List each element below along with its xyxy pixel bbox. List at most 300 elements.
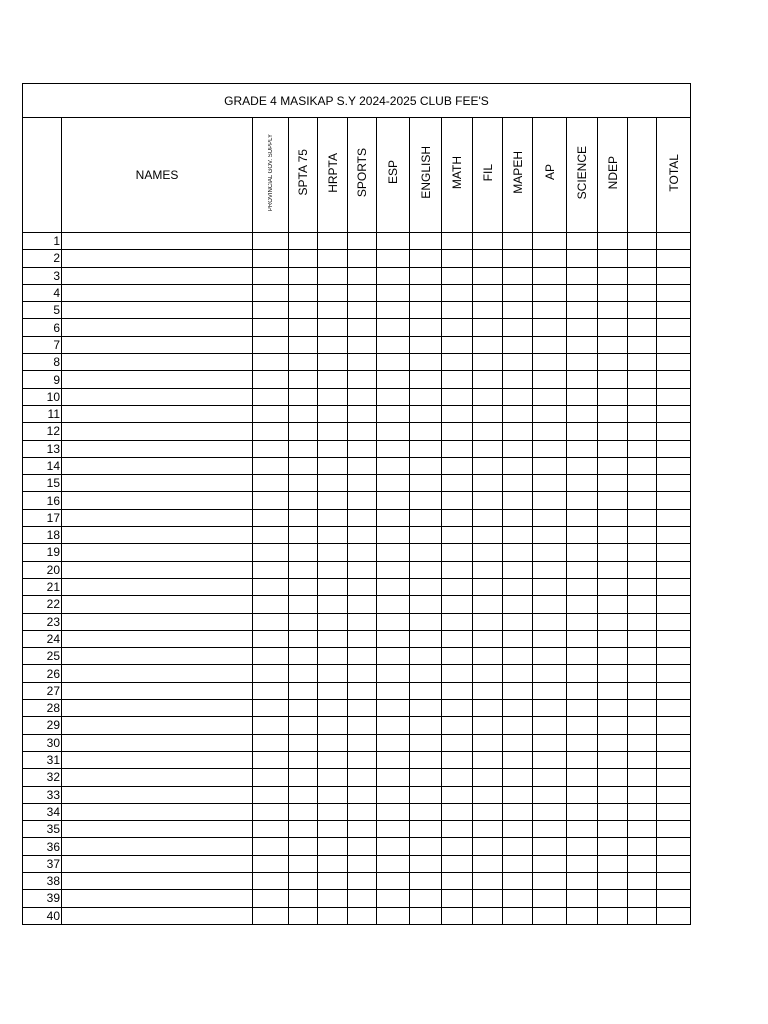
fee-cell[interactable] <box>253 544 289 561</box>
fee-cell[interactable] <box>598 544 628 561</box>
fee-cell[interactable] <box>503 613 533 630</box>
fee-cell[interactable] <box>377 250 410 267</box>
name-cell[interactable] <box>62 630 253 647</box>
fee-cell[interactable] <box>253 527 289 544</box>
fee-cell[interactable] <box>289 769 318 786</box>
fee-cell[interactable] <box>598 440 628 457</box>
fee-cell[interactable] <box>410 855 442 872</box>
fee-cell[interactable] <box>473 803 503 820</box>
fee-cell[interactable] <box>348 751 377 768</box>
fee-cell[interactable] <box>628 475 657 492</box>
fee-cell[interactable] <box>348 769 377 786</box>
fee-cell[interactable] <box>348 717 377 734</box>
fee-cell[interactable] <box>442 648 473 665</box>
fee-cell[interactable] <box>377 578 410 595</box>
name-cell[interactable] <box>62 648 253 665</box>
fee-cell[interactable] <box>253 751 289 768</box>
fee-cell[interactable] <box>598 561 628 578</box>
fee-cell[interactable] <box>410 475 442 492</box>
fee-cell[interactable] <box>567 284 598 301</box>
fee-cell[interactable] <box>289 821 318 838</box>
fee-cell[interactable] <box>253 665 289 682</box>
fee-cell[interactable] <box>442 371 473 388</box>
fee-cell[interactable] <box>289 509 318 526</box>
fee-cell[interactable] <box>567 682 598 699</box>
fee-cell[interactable] <box>253 838 289 855</box>
fee-cell[interactable] <box>533 354 567 371</box>
fee-cell[interactable] <box>377 734 410 751</box>
fee-cell[interactable] <box>318 423 348 440</box>
fee-cell[interactable] <box>442 440 473 457</box>
fee-cell[interactable] <box>289 527 318 544</box>
fee-cell[interactable] <box>377 475 410 492</box>
fee-cell[interactable] <box>473 233 503 250</box>
fee-cell[interactable] <box>473 821 503 838</box>
fee-cell[interactable] <box>318 250 348 267</box>
fee-cell[interactable] <box>533 388 567 405</box>
fee-cell[interactable] <box>567 717 598 734</box>
fee-cell[interactable] <box>533 838 567 855</box>
fee-cell[interactable] <box>598 734 628 751</box>
fee-cell[interactable] <box>410 821 442 838</box>
fee-cell[interactable] <box>628 613 657 630</box>
fee-cell[interactable] <box>503 440 533 457</box>
fee-cell[interactable] <box>473 578 503 595</box>
fee-cell[interactable] <box>377 717 410 734</box>
fee-cell[interactable] <box>533 751 567 768</box>
fee-cell[interactable] <box>253 475 289 492</box>
fee-cell[interactable] <box>348 855 377 872</box>
fee-cell[interactable] <box>410 682 442 699</box>
fee-cell[interactable] <box>442 821 473 838</box>
fee-cell[interactable] <box>503 319 533 336</box>
fee-cell[interactable] <box>442 596 473 613</box>
fee-cell[interactable] <box>598 838 628 855</box>
fee-cell[interactable] <box>503 734 533 751</box>
fee-cell[interactable] <box>657 388 691 405</box>
fee-cell[interactable] <box>348 302 377 319</box>
fee-cell[interactable] <box>598 786 628 803</box>
fee-cell[interactable] <box>503 648 533 665</box>
fee-cell[interactable] <box>473 319 503 336</box>
fee-cell[interactable] <box>598 423 628 440</box>
fee-cell[interactable] <box>598 890 628 907</box>
fee-cell[interactable] <box>318 872 348 889</box>
fee-cell[interactable] <box>503 354 533 371</box>
fee-cell[interactable] <box>289 700 318 717</box>
fee-cell[interactable] <box>348 527 377 544</box>
fee-cell[interactable] <box>442 492 473 509</box>
fee-cell[interactable] <box>567 769 598 786</box>
fee-cell[interactable] <box>567 648 598 665</box>
fee-cell[interactable] <box>473 872 503 889</box>
fee-cell[interactable] <box>442 405 473 422</box>
fee-cell[interactable] <box>289 475 318 492</box>
fee-cell[interactable] <box>657 302 691 319</box>
fee-cell[interactable] <box>567 405 598 422</box>
fee-cell[interactable] <box>473 700 503 717</box>
fee-cell[interactable] <box>318 302 348 319</box>
fee-cell[interactable] <box>442 907 473 924</box>
fee-cell[interactable] <box>598 250 628 267</box>
fee-cell[interactable] <box>377 838 410 855</box>
fee-cell[interactable] <box>348 872 377 889</box>
name-cell[interactable] <box>62 440 253 457</box>
fee-cell[interactable] <box>628 838 657 855</box>
fee-cell[interactable] <box>567 527 598 544</box>
fee-cell[interactable] <box>442 803 473 820</box>
fee-cell[interactable] <box>377 336 410 353</box>
fee-cell[interactable] <box>567 371 598 388</box>
fee-cell[interactable] <box>628 717 657 734</box>
fee-cell[interactable] <box>503 682 533 699</box>
fee-cell[interactable] <box>348 665 377 682</box>
name-cell[interactable] <box>62 700 253 717</box>
fee-cell[interactable] <box>628 457 657 474</box>
fee-cell[interactable] <box>567 734 598 751</box>
fee-cell[interactable] <box>657 250 691 267</box>
fee-cell[interactable] <box>473 682 503 699</box>
fee-cell[interactable] <box>377 492 410 509</box>
fee-cell[interactable] <box>410 700 442 717</box>
fee-cell[interactable] <box>348 250 377 267</box>
fee-cell[interactable] <box>348 821 377 838</box>
fee-cell[interactable] <box>253 855 289 872</box>
fee-cell[interactable] <box>503 821 533 838</box>
fee-cell[interactable] <box>503 872 533 889</box>
fee-cell[interactable] <box>348 596 377 613</box>
fee-cell[interactable] <box>533 509 567 526</box>
fee-cell[interactable] <box>348 613 377 630</box>
fee-cell[interactable] <box>289 596 318 613</box>
fee-cell[interactable] <box>503 527 533 544</box>
name-cell[interactable] <box>62 855 253 872</box>
fee-cell[interactable] <box>348 907 377 924</box>
fee-cell[interactable] <box>377 682 410 699</box>
fee-cell[interactable] <box>628 734 657 751</box>
fee-cell[interactable] <box>253 630 289 647</box>
fee-cell[interactable] <box>657 751 691 768</box>
fee-cell[interactable] <box>410 803 442 820</box>
fee-cell[interactable] <box>567 233 598 250</box>
fee-cell[interactable] <box>410 423 442 440</box>
fee-cell[interactable] <box>503 284 533 301</box>
fee-cell[interactable] <box>348 492 377 509</box>
fee-cell[interactable] <box>318 682 348 699</box>
fee-cell[interactable] <box>377 751 410 768</box>
fee-cell[interactable] <box>348 423 377 440</box>
fee-cell[interactable] <box>442 751 473 768</box>
fee-cell[interactable] <box>503 769 533 786</box>
fee-cell[interactable] <box>289 630 318 647</box>
fee-cell[interactable] <box>598 682 628 699</box>
fee-cell[interactable] <box>473 596 503 613</box>
fee-cell[interactable] <box>533 665 567 682</box>
fee-cell[interactable] <box>503 561 533 578</box>
fee-cell[interactable] <box>657 700 691 717</box>
fee-cell[interactable] <box>473 890 503 907</box>
fee-cell[interactable] <box>348 388 377 405</box>
name-cell[interactable] <box>62 457 253 474</box>
fee-cell[interactable] <box>533 250 567 267</box>
fee-cell[interactable] <box>567 786 598 803</box>
fee-cell[interactable] <box>289 890 318 907</box>
fee-cell[interactable] <box>473 544 503 561</box>
fee-cell[interactable] <box>657 907 691 924</box>
fee-cell[interactable] <box>628 388 657 405</box>
fee-cell[interactable] <box>503 803 533 820</box>
fee-cell[interactable] <box>442 457 473 474</box>
fee-cell[interactable] <box>442 872 473 889</box>
fee-cell[interactable] <box>657 734 691 751</box>
fee-cell[interactable] <box>289 423 318 440</box>
fee-cell[interactable] <box>318 838 348 855</box>
fee-cell[interactable] <box>348 803 377 820</box>
fee-cell[interactable] <box>598 613 628 630</box>
fee-cell[interactable] <box>657 648 691 665</box>
fee-cell[interactable] <box>628 769 657 786</box>
fee-cell[interactable] <box>377 890 410 907</box>
fee-cell[interactable] <box>442 700 473 717</box>
fee-cell[interactable] <box>503 855 533 872</box>
fee-cell[interactable] <box>377 872 410 889</box>
fee-cell[interactable] <box>567 336 598 353</box>
fee-cell[interactable] <box>348 319 377 336</box>
fee-cell[interactable] <box>253 578 289 595</box>
fee-cell[interactable] <box>289 803 318 820</box>
fee-cell[interactable] <box>318 509 348 526</box>
fee-cell[interactable] <box>657 440 691 457</box>
fee-cell[interactable] <box>567 578 598 595</box>
fee-cell[interactable] <box>253 405 289 422</box>
name-cell[interactable] <box>62 405 253 422</box>
fee-cell[interactable] <box>533 803 567 820</box>
fee-cell[interactable] <box>657 717 691 734</box>
fee-cell[interactable] <box>567 855 598 872</box>
fee-cell[interactable] <box>598 648 628 665</box>
fee-cell[interactable] <box>503 596 533 613</box>
fee-cell[interactable] <box>348 648 377 665</box>
fee-cell[interactable] <box>442 267 473 284</box>
fee-cell[interactable] <box>442 613 473 630</box>
fee-cell[interactable] <box>473 267 503 284</box>
fee-cell[interactable] <box>628 354 657 371</box>
fee-cell[interactable] <box>533 405 567 422</box>
fee-cell[interactable] <box>533 319 567 336</box>
fee-cell[interactable] <box>503 267 533 284</box>
fee-cell[interactable] <box>377 302 410 319</box>
fee-cell[interactable] <box>657 509 691 526</box>
fee-cell[interactable] <box>348 682 377 699</box>
fee-cell[interactable] <box>318 561 348 578</box>
fee-cell[interactable] <box>253 648 289 665</box>
fee-cell[interactable] <box>348 405 377 422</box>
fee-cell[interactable] <box>598 405 628 422</box>
fee-cell[interactable] <box>318 821 348 838</box>
fee-cell[interactable] <box>473 717 503 734</box>
fee-cell[interactable] <box>598 336 628 353</box>
fee-cell[interactable] <box>253 354 289 371</box>
fee-cell[interactable] <box>348 890 377 907</box>
fee-cell[interactable] <box>410 527 442 544</box>
fee-cell[interactable] <box>410 613 442 630</box>
fee-cell[interactable] <box>503 423 533 440</box>
fee-cell[interactable] <box>628 250 657 267</box>
fee-cell[interactable] <box>628 284 657 301</box>
fee-cell[interactable] <box>657 457 691 474</box>
fee-cell[interactable] <box>503 751 533 768</box>
fee-cell[interactable] <box>567 250 598 267</box>
fee-cell[interactable] <box>377 630 410 647</box>
name-cell[interactable] <box>62 751 253 768</box>
fee-cell[interactable] <box>628 907 657 924</box>
fee-cell[interactable] <box>410 371 442 388</box>
fee-cell[interactable] <box>253 336 289 353</box>
fee-cell[interactable] <box>410 544 442 561</box>
fee-cell[interactable] <box>289 250 318 267</box>
fee-cell[interactable] <box>628 509 657 526</box>
fee-cell[interactable] <box>253 803 289 820</box>
fee-cell[interactable] <box>567 890 598 907</box>
fee-cell[interactable] <box>473 786 503 803</box>
fee-cell[interactable] <box>598 233 628 250</box>
fee-cell[interactable] <box>318 440 348 457</box>
fee-cell[interactable] <box>598 717 628 734</box>
name-cell[interactable] <box>62 284 253 301</box>
fee-cell[interactable] <box>289 544 318 561</box>
fee-cell[interactable] <box>410 388 442 405</box>
fee-cell[interactable] <box>628 872 657 889</box>
fee-cell[interactable] <box>318 405 348 422</box>
name-cell[interactable] <box>62 717 253 734</box>
fee-cell[interactable] <box>628 803 657 820</box>
fee-cell[interactable] <box>289 872 318 889</box>
fee-cell[interactable] <box>253 284 289 301</box>
fee-cell[interactable] <box>657 267 691 284</box>
fee-cell[interactable] <box>533 734 567 751</box>
fee-cell[interactable] <box>533 613 567 630</box>
name-cell[interactable] <box>62 821 253 838</box>
fee-cell[interactable] <box>289 855 318 872</box>
fee-cell[interactable] <box>377 786 410 803</box>
fee-cell[interactable] <box>377 354 410 371</box>
fee-cell[interactable] <box>442 388 473 405</box>
fee-cell[interactable] <box>442 475 473 492</box>
fee-cell[interactable] <box>289 405 318 422</box>
fee-cell[interactable] <box>410 233 442 250</box>
fee-cell[interactable] <box>598 855 628 872</box>
fee-cell[interactable] <box>473 371 503 388</box>
fee-cell[interactable] <box>598 872 628 889</box>
fee-cell[interactable] <box>503 838 533 855</box>
fee-cell[interactable] <box>657 613 691 630</box>
fee-cell[interactable] <box>410 561 442 578</box>
name-cell[interactable] <box>62 803 253 820</box>
fee-cell[interactable] <box>503 388 533 405</box>
name-cell[interactable] <box>62 872 253 889</box>
fee-cell[interactable] <box>410 648 442 665</box>
fee-cell[interactable] <box>348 457 377 474</box>
fee-cell[interactable] <box>377 613 410 630</box>
fee-cell[interactable] <box>253 388 289 405</box>
fee-cell[interactable] <box>348 371 377 388</box>
fee-cell[interactable] <box>503 717 533 734</box>
fee-cell[interactable] <box>503 890 533 907</box>
fee-cell[interactable] <box>533 907 567 924</box>
fee-cell[interactable] <box>657 596 691 613</box>
fee-cell[interactable] <box>410 457 442 474</box>
fee-cell[interactable] <box>348 267 377 284</box>
fee-cell[interactable] <box>567 630 598 647</box>
name-cell[interactable] <box>62 786 253 803</box>
fee-cell[interactable] <box>348 734 377 751</box>
fee-cell[interactable] <box>473 613 503 630</box>
fee-cell[interactable] <box>253 872 289 889</box>
fee-cell[interactable] <box>567 267 598 284</box>
fee-cell[interactable] <box>473 907 503 924</box>
fee-cell[interactable] <box>410 492 442 509</box>
fee-cell[interactable] <box>442 855 473 872</box>
fee-cell[interactable] <box>473 648 503 665</box>
fee-cell[interactable] <box>377 371 410 388</box>
fee-cell[interactable] <box>348 700 377 717</box>
fee-cell[interactable] <box>598 907 628 924</box>
fee-cell[interactable] <box>377 769 410 786</box>
fee-cell[interactable] <box>253 319 289 336</box>
fee-cell[interactable] <box>567 700 598 717</box>
fee-cell[interactable] <box>253 423 289 440</box>
name-cell[interactable] <box>62 578 253 595</box>
fee-cell[interactable] <box>253 717 289 734</box>
fee-cell[interactable] <box>473 284 503 301</box>
fee-cell[interactable] <box>533 561 567 578</box>
fee-cell[interactable] <box>628 371 657 388</box>
fee-cell[interactable] <box>473 561 503 578</box>
fee-cell[interactable] <box>377 319 410 336</box>
fee-cell[interactable] <box>567 423 598 440</box>
fee-cell[interactable] <box>657 423 691 440</box>
fee-cell[interactable] <box>657 354 691 371</box>
fee-cell[interactable] <box>598 267 628 284</box>
fee-cell[interactable] <box>377 284 410 301</box>
fee-cell[interactable] <box>442 682 473 699</box>
fee-cell[interactable] <box>503 509 533 526</box>
fee-cell[interactable] <box>628 405 657 422</box>
fee-cell[interactable] <box>473 423 503 440</box>
fee-cell[interactable] <box>598 821 628 838</box>
fee-cell[interactable] <box>253 492 289 509</box>
fee-cell[interactable] <box>348 544 377 561</box>
fee-cell[interactable] <box>567 803 598 820</box>
fee-cell[interactable] <box>410 596 442 613</box>
fee-cell[interactable] <box>289 648 318 665</box>
fee-cell[interactable] <box>318 648 348 665</box>
fee-cell[interactable] <box>628 855 657 872</box>
name-cell[interactable] <box>62 509 253 526</box>
fee-cell[interactable] <box>442 769 473 786</box>
fee-cell[interactable] <box>377 440 410 457</box>
fee-cell[interactable] <box>657 475 691 492</box>
fee-cell[interactable] <box>598 302 628 319</box>
name-cell[interactable] <box>62 907 253 924</box>
fee-cell[interactable] <box>657 492 691 509</box>
fee-cell[interactable] <box>318 717 348 734</box>
fee-cell[interactable] <box>657 665 691 682</box>
fee-cell[interactable] <box>473 527 503 544</box>
fee-cell[interactable] <box>533 440 567 457</box>
fee-cell[interactable] <box>598 665 628 682</box>
fee-cell[interactable] <box>628 440 657 457</box>
